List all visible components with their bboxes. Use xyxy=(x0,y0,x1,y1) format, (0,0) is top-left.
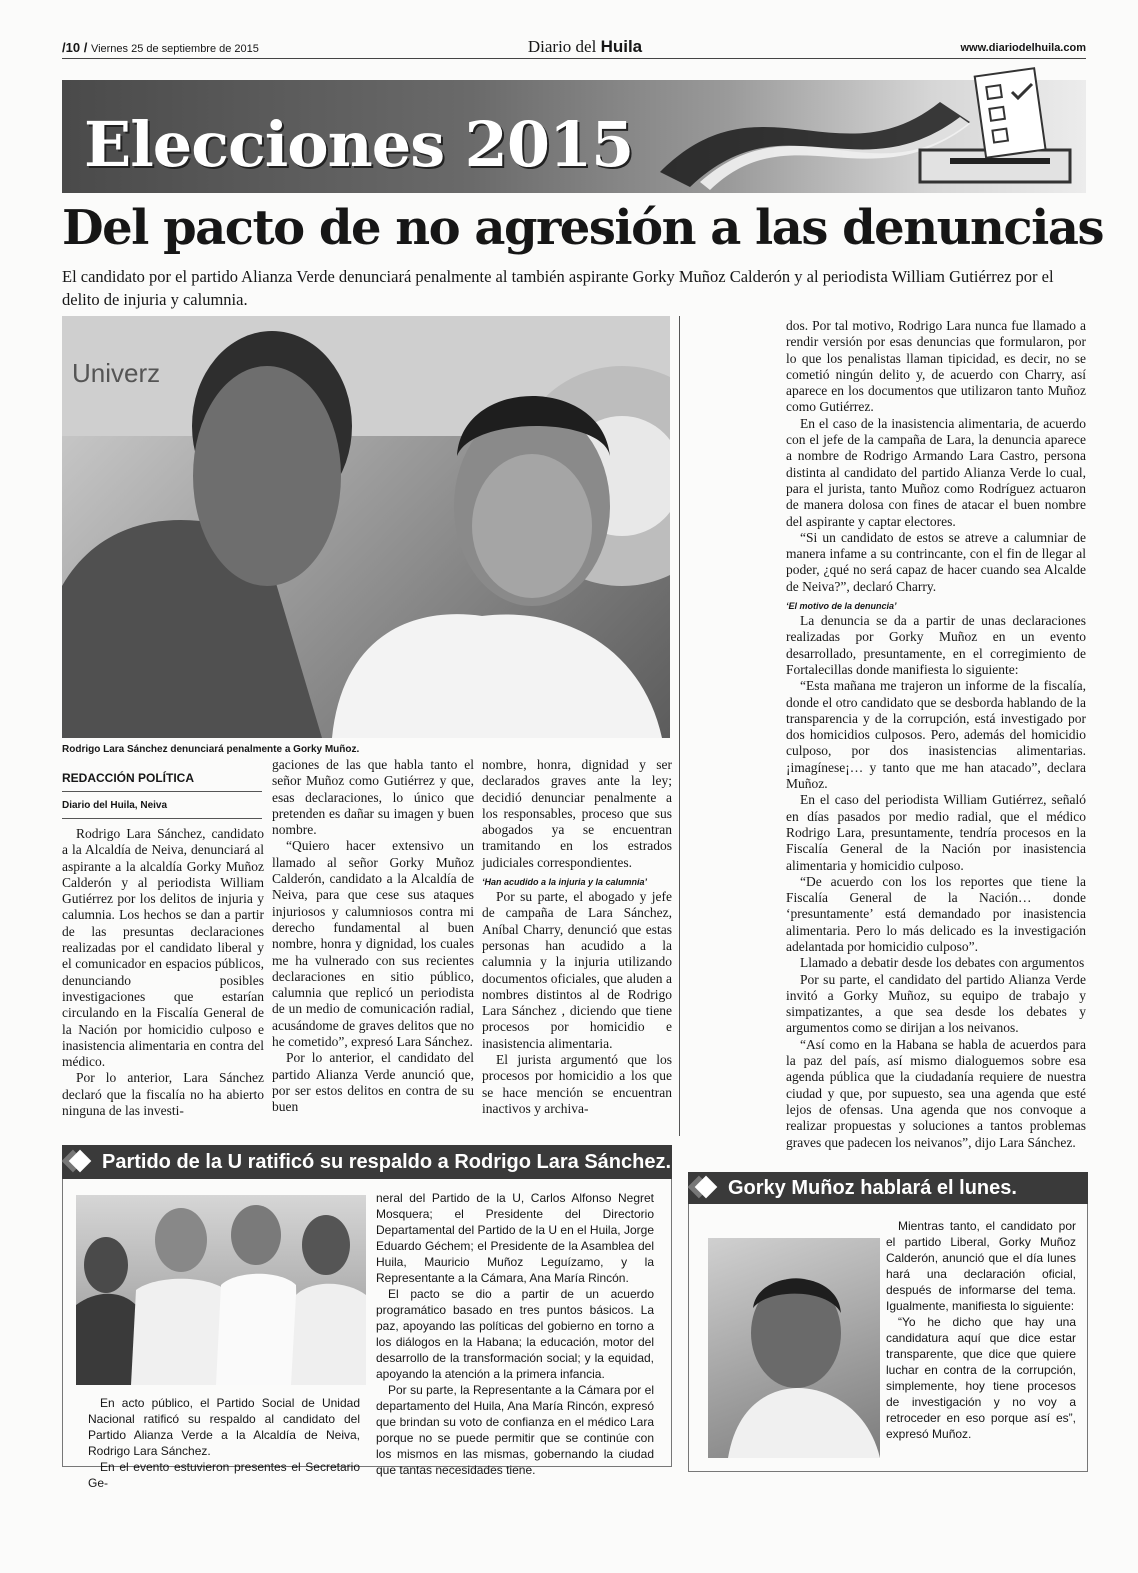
paragraph: “Así como en la Habana se habla de acuerdos para la paz del país, así mismo dialoguemos sobre esa agenda pública que la ciudadanía requiere de nuestra ciudad y que, por supuesto, sea una agenda que esté lejos de ofensas. Una agenda que nos convoque a realizar propuestas y soluciones a tantos problemas graves que padecen los neivanos”, dijo Lara Sánchez. xyxy=(786,1036,1086,1150)
paragraph: Mientras tanto, el candidato por el partido Liberal, Gorky Muñoz Calderón, anunció que el día lunes hará una declaración oficial, después de informarse del tema. Igualmente, manifiesta lo siguiente: xyxy=(886,1219,1076,1313)
article-column-1 xyxy=(62,826,264,1119)
deck: El candidato por el partido Alianza Verde denunciará penalmente al también aspirante Gorky Muñoz Calderón y al periodista William Gutiérrez por el delito de injuria y calumnia. xyxy=(62,267,1054,309)
paragraph: Por lo anterior, el candidato del partido Alianza Verde anunció que, por ser estos delitos en contra de su buen xyxy=(272,1050,474,1115)
headline: Del pacto de no agresión a las denuncias xyxy=(62,200,1103,256)
arrow-icon xyxy=(69,1150,92,1173)
box2-text xyxy=(886,1218,1076,1442)
paragraph: En el caso del periodista William Gutiérrez, señaló en días pasados por medio radial, que el médico Rodrigo Lara, presuntamente, tendría procesos en la Fiscalía General de la Nación por inasistencia alimentaria y homicidio culposo. xyxy=(786,792,1086,873)
paragraph: “Yo he dicho que hay una candidatura aquí que dice estar transparente, que dice que quiere luchar en contra de la corrupción, simplemente, hoy tiene procesos de investigación y no voy a retroceder en eso porque así es”, expresó Muñoz. xyxy=(886,1315,1076,1441)
byline: REDACCIÓN POLÍTICA xyxy=(62,771,194,785)
paragraph: Por su parte, la Representante a la Cámara por el departamento del Huila, Ana María Rincón, expresó que brindan su voto de confianza en el médico Lara porque no se puede permitir que se continúe con los mismos en las mismas, gobernando la ciudad que tantas necesidades tiene. xyxy=(376,1383,654,1477)
byline-place: Diario del Huila, Neiva xyxy=(62,800,168,811)
paragraph: Rodrigo Lara Sánchez, candidato a la Alcaldía de Neiva, denunciará al aspirante a la alcaldía Gorky Muñoz Calderón y al periodista William Gutiérrez por los delitos de injuria y calumnia. Los hechos se dan a partir de las presuntas declaraciones realizadas por el candidato liberal y el comunicador en espacios públicos, denunciando posibles investigaciones que estarían circulando en la Fiscalía General de la Nación por homicidio culposo e inasistencia alimentaria en contra del médico. xyxy=(62,826,264,1070)
page-number: 10 xyxy=(65,40,81,55)
paragraph: dos. Por tal motivo, Rodrigo Lara nunca fue llamado a rendir versión por esas denuncias que formularon, por lo que los penalistas llaman tipicidad, es decir, no se cometió ningún delito y, de acuerdo con Charry, así aparece en los documentos que utilizaron tanto Muñoz como Gutiérrez. xyxy=(786,318,1086,415)
box1-caption xyxy=(88,1395,360,1491)
header-rule xyxy=(62,58,1086,59)
paragraph: “De acuerdo con los los reportes que tiene la Fiscalía General de la Nación… donde ‘presuntamente’ está demandado por inasistencia alimentaria. Pero lo más delicado es la investigación adelantada por homicidio culposo”. xyxy=(786,873,1086,954)
main-photo-illustration xyxy=(62,316,670,738)
gorky-photo xyxy=(708,1238,880,1458)
issue-date: Viernes 25 de septiembre de 2015 xyxy=(90,43,259,55)
article-column-4 xyxy=(786,318,1086,1151)
photo-wall-text: Univerz xyxy=(72,358,161,388)
byline-rule-2 xyxy=(62,818,262,819)
paragraph: nombre, honra, dignidad y ser declarados graves ante la ley; decidió denunciar penalmente a los responsables, proceso que sus abogados ya se encuentran tramitando en los estrados judiciales correspondientes. xyxy=(482,757,672,870)
group-photo-illustration xyxy=(76,1195,366,1385)
paragraph: “Esta mañana me trajeron un informe de la fiscalía, donde el otro candidato que se desborda hablando de la transparencia y de la corrupción, está investigado por dos homicidios culposos. Pero, además del homicidio culposo, por dos inasistencias alimentarias. ¡imagínese¡… y tanto que me han atacado”, declara Muñoz. xyxy=(786,678,1086,792)
article-column-2 xyxy=(272,757,474,1116)
box-title-bar xyxy=(62,1145,672,1179)
paragraph: Por su parte, el abogado y jefe de campaña de Lara Sánchez, Aníbal Charry, denunció que estas personas han acudido a la calumnia y la injuria utilizando documentos oficiales, que aluden a nombres distintos al de Rodrigo Lara Sánchez , diciendo que tiene procesos por homicidio e inasistencia alimentaria. xyxy=(482,889,672,1051)
subheading: ‘El motivo de la denuncia’ xyxy=(786,601,897,612)
article-column-3 xyxy=(482,757,672,1117)
gorky-photo-illustration xyxy=(708,1238,880,1458)
paragraph: El pacto se dio a partir de un acuerdo programático basado en tres puntos básicos. La paz, apoyando las políticas del gobierno en torno a los diálogos en la Habana; la educación, motor del desarrollo de la transformación social; y la equidad, apoyando la atención a la primera infancia. xyxy=(376,1287,654,1381)
photo-caption: Rodrigo Lara Sánchez denunciará penalmente a Gorky Muñoz. xyxy=(62,744,360,755)
arrow-icon xyxy=(695,1176,718,1199)
paragraph: neral del Partido de la U, Carlos Alfonso Negret Mosquera; el Presidente del Directorio Departamental del Partido de la U en el Huila, Jorge Eduardo Géchem; el Presidente de la Asamblea del Huila, Mauricio Muñoz Leguízamo, y la Representante a la Cámara, Ana María Rincón. xyxy=(376,1191,654,1285)
box1-text xyxy=(376,1190,654,1478)
group-photo xyxy=(76,1195,366,1385)
paragraph: En acto público, el Partido Social de Unidad Nacional ratificó su respaldo al candidato del Partido Alianza Verde a la Alcaldía de Neiva, Rodrigo Lara Sánchez. xyxy=(88,1396,360,1458)
paragraph: Por su parte, el candidato del partido Alianza Verde invitó a Gorky Muñoz, su equipo de trabajo y simpatizantes, a que sea desde los debates y argumentos como se dirijan a los neivanos. xyxy=(786,971,1086,1036)
paragraph: Por lo anterior, Lara Sánchez declaró que la fiscalía no ha abierto ninguna de las investi- xyxy=(62,1070,264,1119)
masthead: Diario del Huila xyxy=(527,37,643,56)
paragraph: gaciones de las que habla tanto el señor Muñoz como Gutiérrez y que, esas declaraciones, lo único que pretenden es dañar su imagen y buen nombre. xyxy=(272,757,474,838)
paragraph: En el evento estuvieron presentes el Secretario Ge- xyxy=(88,1460,360,1490)
paragraph: La denuncia se da a partir de unas declaraciones realizadas por Gorky Muñoz en un evento desarrollado, presuntamente, en el corregimiento de Fortalecillas donde manifiesta lo siguiente: xyxy=(786,613,1086,677)
byline-rule xyxy=(62,791,262,792)
paragraph: Llamado a debatir desde los debates con argumentos xyxy=(800,955,1085,971)
paragraph: “Quiero hacer extensivo un llamado al señor Gorky Muñoz Calderón, candidato a la Alcaldía de Neiva, para que cese sus ataques injuriosos y calumniosos contra mi derecho fundamental al buen nombre, honra y dignidad, los cuales me ha vulnerado con sus recientes declaraciones en sitio público, calumnia que replicó un periodista de un medio de comunicación radial, acusándome de graves delitos que no he cometido”, expresó Lara Sánchez. xyxy=(272,838,474,1050)
column-rule xyxy=(679,316,680,1136)
box-title-bar xyxy=(688,1172,1088,1204)
section-title: Elecciones 2015 xyxy=(84,108,634,181)
paragraph: “Si un candidato de estos se atreve a calumniar de manera infame a su contrincante, con el fin de llegar al poder, ¿qué no será capaz de hacer cuando sea Alcalde de Neiva?”, declaró Charry. xyxy=(786,529,1086,594)
box-title: Partido de la U ratificó su respaldo a Rodrigo Lara Sánchez. xyxy=(102,1151,672,1173)
paragraph: En el caso de la inasistencia alimentaria, de acuerdo con el jefe de la campaña de Lara, la denuncia aparece a nombre de Rodrigo Armando Lara Castro, persona distinta al candidato del partido Alianza Verde lo cual, para el jurista, tanto Muñoz como Rodríguez actuaron de manera dolosa con fines de atacar el buen nombre del aspirante y captar electores. xyxy=(786,415,1086,529)
main-photo xyxy=(62,316,670,738)
ballot-flag-illustration xyxy=(640,62,1086,193)
site-url: www.diariodelhuila.com xyxy=(960,42,1086,54)
paragraph: El jurista argumentó que los procesos por homicidio a los que se hace mención se encuentran inactivos y archiva- xyxy=(482,1052,672,1116)
box-title: Gorky Muñoz hablará el lunes. xyxy=(728,1177,1017,1199)
subheading: ‘Han acudido a la injuria y la calumnia’ xyxy=(482,877,648,888)
page-number-date: /10 / Viernes 25 de septiembre de 2015 xyxy=(62,40,259,55)
